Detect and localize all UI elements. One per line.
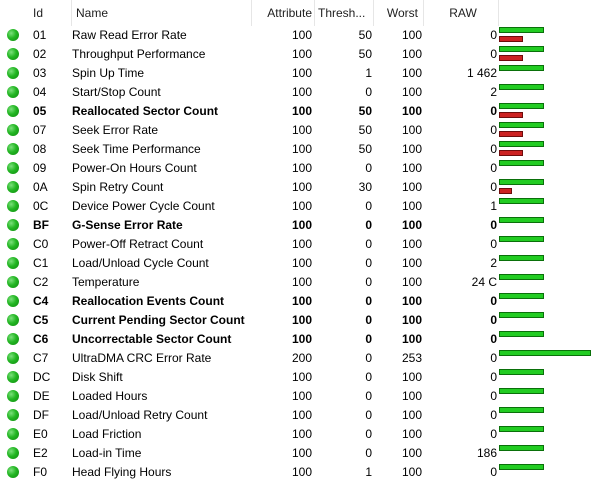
- health-bar: [499, 255, 544, 261]
- column-divider[interactable]: [498, 0, 499, 26]
- attribute-id: 08: [33, 142, 47, 156]
- attribute-name: Uncorrectable Sector Count: [72, 332, 232, 346]
- threshold-value: 30: [358, 180, 372, 194]
- worst-value: 100: [401, 389, 422, 403]
- table-row[interactable]: [0, 273, 600, 292]
- attribute-id: F0: [33, 465, 48, 479]
- worst-value: 100: [401, 180, 422, 194]
- raw-value: 2: [490, 256, 497, 270]
- health-bar: [499, 236, 544, 242]
- attribute-name: Power-Off Retract Count: [72, 237, 204, 251]
- threshold-value: 50: [358, 104, 372, 118]
- attribute-value: 100: [291, 370, 312, 384]
- threshold-bar: [499, 150, 523, 156]
- worst-value: 100: [401, 332, 422, 346]
- attribute-name: Loaded Hours: [72, 389, 148, 403]
- raw-value: 0: [490, 218, 497, 232]
- table-row[interactable]: [0, 292, 600, 311]
- status-ok-icon: [7, 371, 19, 383]
- table-row[interactable]: [0, 64, 600, 83]
- status-ok-icon: [7, 390, 19, 402]
- status-ok-icon: [7, 238, 19, 250]
- attribute-id: 01: [33, 28, 47, 42]
- threshold-bar: [499, 188, 512, 194]
- status-ok-icon: [7, 314, 19, 326]
- attribute-value: 100: [291, 104, 312, 118]
- table-row[interactable]: [0, 387, 600, 406]
- threshold-value: 0: [365, 313, 372, 327]
- attribute-id: 09: [33, 161, 47, 175]
- table-row[interactable]: [0, 368, 600, 387]
- raw-value: 0: [490, 389, 497, 403]
- attribute-name: G-Sense Error Rate: [72, 218, 183, 232]
- attribute-value: 200: [291, 351, 312, 365]
- raw-value: 0: [490, 28, 497, 42]
- raw-value: 0: [490, 408, 497, 422]
- raw-value: 2: [490, 85, 497, 99]
- raw-value: 0: [490, 104, 497, 118]
- table-row[interactable]: [0, 102, 600, 121]
- column-header-id[interactable]: Id: [33, 6, 44, 20]
- threshold-value: 0: [365, 351, 372, 365]
- attribute-id: 03: [33, 66, 47, 80]
- attribute-value: 100: [291, 161, 312, 175]
- attribute-value: 100: [291, 85, 312, 99]
- worst-value: 100: [401, 199, 422, 213]
- attribute-id: DC: [33, 370, 51, 384]
- table-row[interactable]: [0, 254, 600, 273]
- worst-value: 100: [401, 370, 422, 384]
- attribute-id: C7: [33, 351, 49, 365]
- status-ok-icon: [7, 67, 19, 79]
- health-bar: [499, 122, 544, 128]
- attribute-name: Head Flying Hours: [72, 465, 172, 479]
- health-bar: [499, 350, 591, 356]
- column-header-raw[interactable]: RAW: [449, 6, 477, 20]
- attribute-value: 100: [291, 28, 312, 42]
- worst-value: 100: [401, 275, 422, 289]
- attribute-id: E0: [33, 427, 48, 441]
- attribute-id: 05: [33, 104, 47, 118]
- health-bar: [499, 274, 544, 280]
- threshold-value: 0: [365, 389, 372, 403]
- status-ok-icon: [7, 124, 19, 136]
- table-row[interactable]: [0, 121, 600, 140]
- attribute-value: 100: [291, 123, 312, 137]
- status-ok-icon: [7, 48, 19, 60]
- raw-value: 24 C: [471, 275, 497, 289]
- attribute-id: 07: [33, 123, 47, 137]
- table-row[interactable]: [0, 406, 600, 425]
- status-ok-icon: [7, 447, 19, 459]
- threshold-bar: [499, 36, 523, 42]
- attribute-value: 100: [291, 180, 312, 194]
- attribute-name: Load Friction: [72, 427, 142, 441]
- health-bar: [499, 103, 544, 109]
- status-ok-icon: [7, 219, 19, 231]
- attribute-name: Power-On Hours Count: [72, 161, 197, 175]
- table-row[interactable]: [0, 178, 600, 197]
- attribute-name: Start/Stop Count: [72, 85, 161, 99]
- attribute-id: 04: [33, 85, 47, 99]
- attribute-id: DF: [33, 408, 49, 422]
- worst-value: 100: [401, 446, 422, 460]
- status-ok-icon: [7, 162, 19, 174]
- status-ok-icon: [7, 257, 19, 269]
- health-bar: [499, 426, 544, 432]
- threshold-value: 0: [365, 275, 372, 289]
- attribute-value: 100: [291, 199, 312, 213]
- health-bar: [499, 46, 544, 52]
- attribute-name: Load-in Time: [72, 446, 142, 460]
- column-header-worst[interactable]: Worst: [386, 6, 418, 20]
- threshold-value: 0: [365, 199, 372, 213]
- column-header-attribute[interactable]: Attribute: [267, 6, 312, 20]
- attribute-value: 100: [291, 389, 312, 403]
- table-row[interactable]: [0, 235, 600, 254]
- column-divider[interactable]: [423, 0, 424, 26]
- attribute-value: 100: [291, 256, 312, 270]
- raw-value: 0: [490, 332, 497, 346]
- attribute-value: 100: [291, 408, 312, 422]
- raw-value: 0: [490, 237, 497, 251]
- attribute-name: Throughput Performance: [72, 47, 206, 61]
- threshold-value: 0: [365, 85, 372, 99]
- attribute-id: 0A: [33, 180, 48, 194]
- attribute-name: Reallocated Sector Count: [72, 104, 219, 118]
- health-bar: [499, 160, 544, 166]
- raw-value: 0: [490, 427, 497, 441]
- table-row[interactable]: [0, 444, 600, 463]
- table-row[interactable]: [0, 330, 600, 349]
- worst-value: 100: [401, 85, 422, 99]
- column-header-threshold[interactable]: Thresh...: [318, 6, 366, 20]
- table-row[interactable]: [0, 425, 600, 444]
- attribute-name: Raw Read Error Rate: [72, 28, 187, 42]
- status-ok-icon: [7, 276, 19, 288]
- status-ok-icon: [7, 466, 19, 478]
- raw-value: 0: [490, 161, 497, 175]
- worst-value: 100: [401, 313, 422, 327]
- status-ok-icon: [7, 181, 19, 193]
- status-ok-icon: [7, 105, 19, 117]
- raw-value: 0: [490, 351, 497, 365]
- table-row[interactable]: [0, 26, 600, 45]
- attribute-name: UltraDMA CRC Error Rate: [72, 351, 212, 365]
- attribute-name: Reallocation Events Count: [72, 294, 225, 308]
- attribute-value: 100: [291, 332, 312, 346]
- threshold-value: 0: [365, 446, 372, 460]
- health-bar: [499, 331, 544, 337]
- threshold-value: 50: [358, 28, 372, 42]
- raw-value: 0: [490, 123, 497, 137]
- health-bar: [499, 84, 544, 90]
- worst-value: 100: [401, 28, 422, 42]
- column-header-name[interactable]: Name: [76, 6, 109, 20]
- worst-value: 100: [401, 104, 422, 118]
- threshold-value: 0: [365, 370, 372, 384]
- worst-value: 100: [401, 427, 422, 441]
- attribute-name: Seek Time Performance: [72, 142, 201, 156]
- worst-value: 100: [401, 256, 422, 270]
- attribute-value: 100: [291, 218, 312, 232]
- threshold-value: 1: [365, 66, 372, 80]
- threshold-value: 0: [365, 427, 372, 441]
- status-ok-icon: [7, 200, 19, 212]
- attribute-name: Spin Up Time: [72, 66, 145, 80]
- worst-value: 100: [401, 465, 422, 479]
- status-ok-icon: [7, 428, 19, 440]
- health-bar: [499, 464, 544, 470]
- table-row[interactable]: [0, 463, 600, 482]
- attribute-value: 100: [291, 313, 312, 327]
- health-bar: [499, 141, 544, 147]
- threshold-value: 0: [365, 408, 372, 422]
- worst-value: 100: [401, 218, 422, 232]
- attribute-id: C0: [33, 237, 49, 251]
- column-divider[interactable]: [314, 0, 315, 26]
- table-row[interactable]: [0, 311, 600, 330]
- health-bar: [499, 369, 544, 375]
- threshold-value: 50: [358, 47, 372, 61]
- attribute-name: Disk Shift: [72, 370, 123, 384]
- threshold-value: 50: [358, 142, 372, 156]
- threshold-value: 0: [365, 237, 372, 251]
- table-row[interactable]: [0, 140, 600, 159]
- threshold-value: 0: [365, 294, 372, 308]
- health-bar: [499, 217, 544, 223]
- attribute-id: C2: [33, 275, 49, 289]
- worst-value: 100: [401, 47, 422, 61]
- table-row[interactable]: [0, 159, 600, 178]
- attribute-id: C4: [33, 294, 49, 308]
- table-header: [0, 0, 600, 26]
- table-row[interactable]: [0, 197, 600, 216]
- raw-value: 1: [490, 199, 497, 213]
- attribute-value: 100: [291, 237, 312, 251]
- threshold-value: 0: [365, 256, 372, 270]
- attribute-name: Load/Unload Retry Count: [72, 408, 208, 422]
- status-ok-icon: [7, 29, 19, 41]
- worst-value: 100: [401, 408, 422, 422]
- attribute-name: Current Pending Sector Count: [72, 313, 245, 327]
- status-ok-icon: [7, 86, 19, 98]
- attribute-id: 0C: [33, 199, 49, 213]
- table-row[interactable]: [0, 216, 600, 235]
- worst-value: 253: [401, 351, 422, 365]
- threshold-value: 0: [365, 161, 372, 175]
- attribute-id: BF: [33, 218, 49, 232]
- worst-value: 100: [401, 237, 422, 251]
- worst-value: 100: [401, 161, 422, 175]
- raw-value: 0: [490, 465, 497, 479]
- column-divider[interactable]: [71, 0, 72, 26]
- health-bar: [499, 198, 544, 204]
- status-ok-icon: [7, 295, 19, 307]
- health-bar: [499, 65, 544, 71]
- attribute-value: 100: [291, 427, 312, 441]
- table-row[interactable]: [0, 349, 600, 368]
- raw-value: 0: [490, 142, 497, 156]
- attribute-name: Spin Retry Count: [72, 180, 164, 194]
- attribute-id: E2: [33, 446, 48, 460]
- attribute-id: C1: [33, 256, 49, 270]
- health-bar: [499, 27, 544, 33]
- raw-value: 186: [476, 446, 497, 460]
- attribute-value: 100: [291, 465, 312, 479]
- status-ok-icon: [7, 352, 19, 364]
- threshold-bar: [499, 55, 523, 61]
- attribute-value: 100: [291, 275, 312, 289]
- threshold-value: 0: [365, 218, 372, 232]
- attribute-name: Seek Error Rate: [72, 123, 159, 137]
- attribute-id: DE: [33, 389, 50, 403]
- health-bar: [499, 312, 544, 318]
- attribute-value: 100: [291, 446, 312, 460]
- attribute-name: Load/Unload Cycle Count: [72, 256, 209, 270]
- attribute-value: 100: [291, 66, 312, 80]
- threshold-value: 50: [358, 123, 372, 137]
- threshold-bar: [499, 112, 523, 118]
- health-bar: [499, 445, 544, 451]
- threshold-value: 1: [365, 465, 372, 479]
- worst-value: 100: [401, 142, 422, 156]
- health-bar: [499, 388, 544, 394]
- worst-value: 100: [401, 66, 422, 80]
- attribute-id: C6: [33, 332, 49, 346]
- attribute-value: 100: [291, 142, 312, 156]
- attribute-id: 02: [33, 47, 47, 61]
- threshold-bar: [499, 131, 523, 137]
- raw-value: 1 462: [466, 66, 497, 80]
- table-row[interactable]: [0, 83, 600, 102]
- raw-value: 0: [490, 313, 497, 327]
- worst-value: 100: [401, 294, 422, 308]
- status-ok-icon: [7, 143, 19, 155]
- attribute-id: C5: [33, 313, 49, 327]
- raw-value: 0: [490, 180, 497, 194]
- raw-value: 0: [490, 370, 497, 384]
- attribute-name: Temperature: [72, 275, 140, 289]
- status-ok-icon: [7, 333, 19, 345]
- attribute-value: 100: [291, 47, 312, 61]
- table-row[interactable]: [0, 45, 600, 64]
- health-bar: [499, 179, 544, 185]
- health-bar: [499, 293, 544, 299]
- attribute-name: Device Power Cycle Count: [72, 199, 215, 213]
- status-ok-icon: [7, 409, 19, 421]
- worst-value: 100: [401, 123, 422, 137]
- threshold-value: 0: [365, 332, 372, 346]
- raw-value: 0: [490, 294, 497, 308]
- attribute-value: 100: [291, 294, 312, 308]
- raw-value: 0: [490, 47, 497, 61]
- health-bar: [499, 407, 544, 413]
